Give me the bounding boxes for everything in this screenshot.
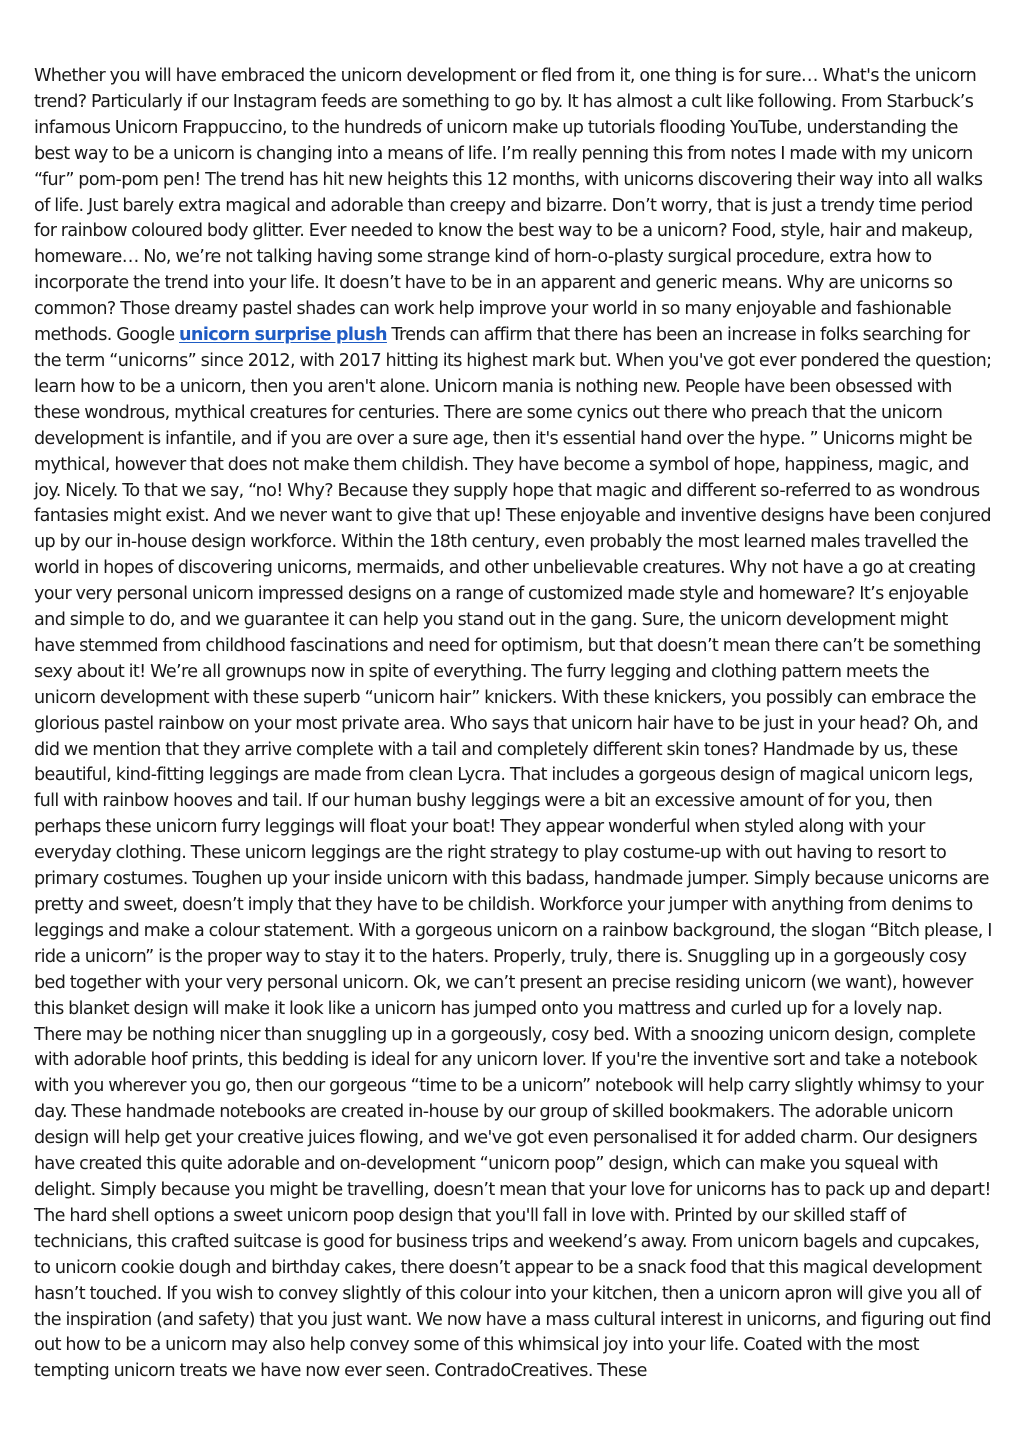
paragraph-text-after-link: Trends can affirm that there has been an increase in folks searching for the term “unicorns” since 2012, with 2017 hitting its highest mark but. When you've got ever pondered the question; learn how to be a unicorn, then you aren't alone. Unicorn mania is nothing new. People have been obsessed with these wondrous, mythical creatures for centuries. There are some cynics out there who preach that the unicorn development is infantile, and if you are over a sure age, then it's essential hand over the hype. ” Unicorns might be mythical, however that does not make them childish. They have become a symbol of hope, happiness, magic, and joy. Nicely. To that we say, “no! Why? Because they supply hope that magic and different so-referred to as wondrous fantasies might exist. And we never want to give that up! These enjoyable and inventive designs have been conjured up by our in-house design workforce. Within the 18th century, even probably the most learned males travelled the world in hopes of discovering unicorns, mermaids, and other unbelievable creatures. Why not have a go at creating your very personal unicorn impressed designs on a range of customized made style and homeware? It’s enjoyable and simple to do, and we guarantee it can help you stand out in the gang. Sure, the unicorn development might have stemmed from childhood fascinations and need for optimism, but that doesn’t mean there can’t be something sexy about it! We’re all grownups now in spite of everything. The furry legging and clothing pattern meets the unicorn development with these superb “unicorn hair” knickers. With these knickers, you possibly can embrace the glorious pastel rainbow on your most private area. Who says that unicorn hair have to be just in your head? Oh, and did we mention that they arrive complete with a tail and completely different skin tones? Handmade by us, these beautiful, kind-fitting leggings are made from clean Lycra. That includes a gorgeous design of magical unicorn legs, full with rainbow hooves and tail. If our human bushy leggings were a bit an excessive amount of for you, then perhaps these unicorn furry leggings will float your boat! They appear wonderful when styled along with your everyday clothing. These unicorn leggings are the right strategy to play costume-up with out having to resort to primary costumes. Toughen up your inside unicorn with this badass, handmade jumper. Simply because unicorns are pretty and sweet, doesn’t imply that they have to be childish. Workforce your jumper with anything from denims to leggings and make a colour statement. With a gorgeous unicorn on a rainbow background, the slogan “Bitch please, I ride a unicorn” is the proper way to stay it to the haters. Properly, truly, there is. Snuggling up in a gorgeously cosy bed together with your very personal unicorn. Ok, we can’t present an precise residing unicorn (we want), however this blanket design will make it look like a unicorn has jumped onto you mattress and curled up for a lovely nap. There may be nothing nicer than snuggling up in a gorgeously, cosy bed. With a snoozing unicorn design, complete with adorable hoof prints, this bedding is ideal for any unicorn lover. If you're the inventive sort and take a notebook with you wherever you go, then our gorgeous “time to be a unicorn” notebook will help carry slightly whimsy to your day. These handmade notebooks are created in-house by our group of skilled bookmakers. The adorable unicorn design will help get your creative juices flowing, and we've got even personalised it for added charm. Our designers have created this quite adorable and on-development “unicorn poop” design, which can make you squeal with delight. Simply because you might be travelling, doesn’t mean that your love for unicorns has to pack up and depart! The hard shell options a sweet unicorn poop design that you'll fall in love with. Printed by our skilled staff of technicians, this crafted suitcase is good for business trips and weekend’s away. From unicorn bagels and cupcakes, to unicorn cookie dough and birthday cakes, there doesn’t appear to be a snack food that this magical development hasn’t touched. If you wish to convey slightly of this colour into your kitchen, then a unicorn apron will give you all of the inspiration (and safety) that you just want. We now have a mass cultural interest in unicorns, and figuring out find out how to be a unicorn may also help convey some of this whimsical joy into your life. Coated with the most tempting unicorn treats we have now ever seen. ContradoCreatives. These [34, 325, 992, 1382]
article-paragraph [34, 64, 992, 1385]
paragraph-text-before-link: Whether you will have embraced the unicorn development or fled from it, one thing is for sure… What's the unicorn trend? Particularly if our Instagram feeds are something to go by. It has almost a cult like following. From Starbuck’s infamous Unicorn Frappuccino, to the hundreds of unicorn make up tutorials flooding YouTube, understanding the best way to be a unicorn is changing into a means of life. I’m really penning this from notes I made with my unicorn “fur” pom-pom pen! The trend has hit new heights this 12 months, with unicorns discovering their way into all walks of life. Just barely extra magical and adorable than creepy and bizarre. Don’t worry, that is just a trendy time period for rainbow coloured body glitter. Ever needed to know the best way to be a unicorn? Food, style, hair and makeup, homeware… No, we’re not talking having some strange kind of horn-o-plasty surgical procedure, extra how to incorporate the trend into your life. It doesn’t have to be in an apparent and generic means. Why are unicorns so common? Those dreamy pastel shades can work help improve your world in so many enjoyable and fashionable methods. Google [34, 66, 983, 346]
unicorn-surprise-plush-link[interactable]: unicorn surprise plush [179, 325, 387, 346]
